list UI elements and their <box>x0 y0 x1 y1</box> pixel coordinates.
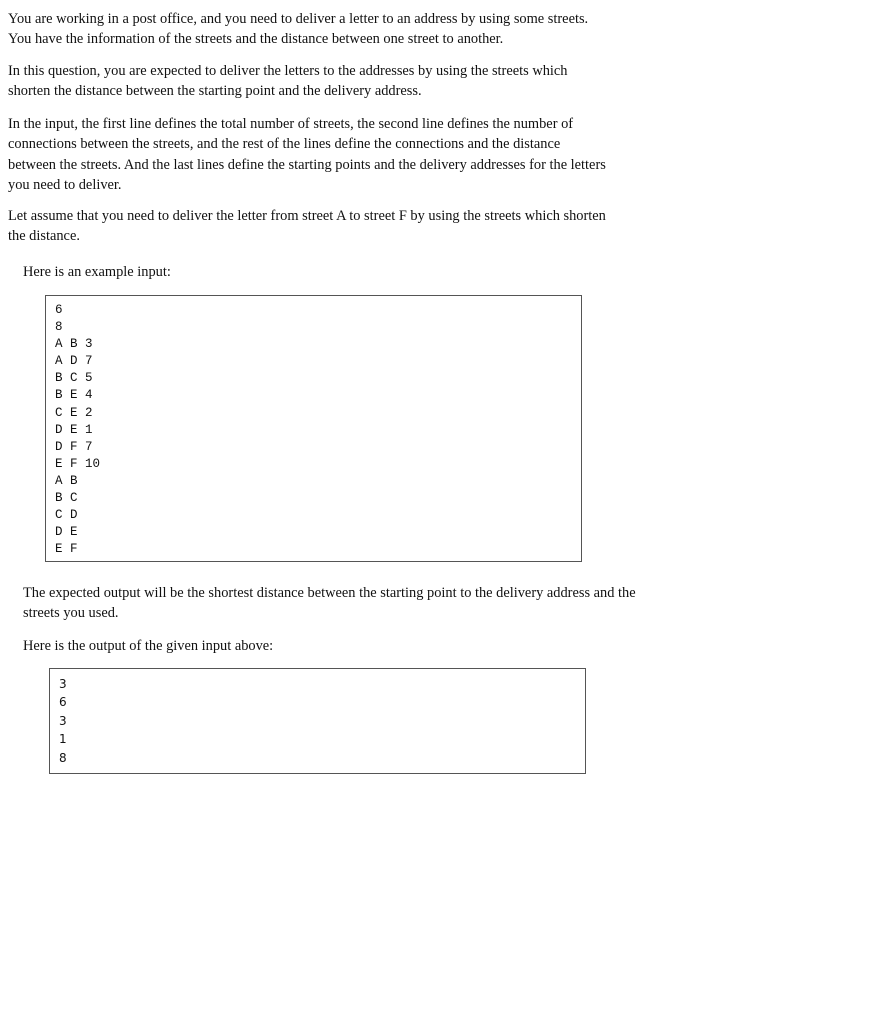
input-line: D E 1 <box>55 422 93 437</box>
input-line: C D <box>55 508 78 523</box>
input-line: B C 5 <box>55 371 93 386</box>
example-input-lines <box>55 302 581 558</box>
input-line: A D 7 <box>55 354 93 369</box>
input-line: C E 2 <box>55 405 93 420</box>
example-input-label: Here is an example input: <box>23 264 171 280</box>
output-line: 3 <box>59 713 67 728</box>
output-line: 1 <box>59 732 67 747</box>
output-line: 3 <box>59 677 67 691</box>
input-line: A B <box>55 473 78 488</box>
intro-paragraph: You are working in a post office, and you need to deliver a letter to an address by using some streets. You have the information of the streets and the distance between one street to another. <box>8 11 589 48</box>
input-line: A B 3 <box>55 337 93 352</box>
output-label: Here is the output of the given input above: <box>23 638 274 654</box>
input-line: D E <box>55 525 78 540</box>
input-line: B C <box>55 491 78 506</box>
example-output-box <box>49 668 586 774</box>
assumption-paragraph: Let assume that you need to deliver the letter from street A to street F by using the streets which shorten the distance. <box>8 208 606 245</box>
input-line: 8 <box>55 320 63 335</box>
output-line: 8 <box>59 750 67 765</box>
input-format-paragraph: In the input, the first line defines the total number of streets, the second line defines the number of connections between the streets, and the rest of the lines define the connections and the distance between the streets. And the last lines define the starting points and the delivery addresses for the letters you need to deliver. <box>8 116 606 193</box>
input-line: E F <box>55 542 78 557</box>
example-input-box <box>45 295 582 562</box>
input-line: 6 <box>55 303 63 317</box>
task-paragraph: In this question, you are expected to deliver the letters to the addresses by using the streets which shorten the distance between the starting point and the delivery address. <box>8 63 568 100</box>
input-line: B E 4 <box>55 388 93 403</box>
expected-output-paragraph: The expected output will be the shortest distance between the starting point to the delivery address and the streets you used. <box>23 585 636 622</box>
input-line: E F 10 <box>55 456 101 471</box>
input-line: D F 7 <box>55 439 93 454</box>
example-output-lines <box>59 675 585 767</box>
output-line: 6 <box>59 695 67 710</box>
